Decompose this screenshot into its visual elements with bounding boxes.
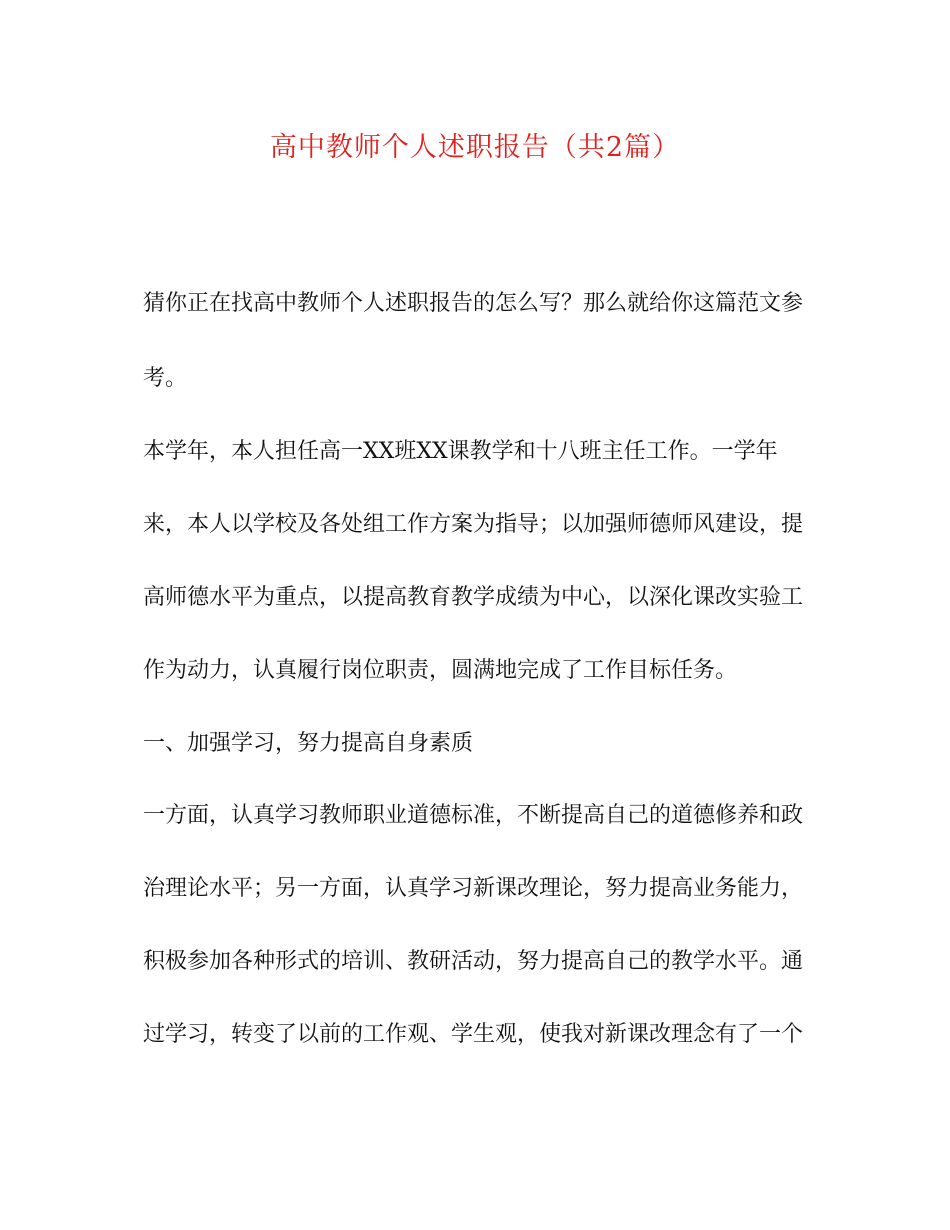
section-heading: 一、加强学习，努力提高自身素质: [143, 731, 474, 756]
body-line: 积极参加各种形式的培训、教研活动，努力提高自己的教学水平。通: [143, 949, 804, 974]
document-title: 高中教师个人述职报告（共2篇）: [269, 132, 681, 163]
body-line: 过学习，转变了以前的工作观、学生观，使我对新课改理念有了一个: [143, 1022, 804, 1047]
body-line: 治理论水平；另一方面，认真学习新课改理论，努力提高业务能力，: [143, 876, 804, 901]
body-line: 来，本人以学校及各处组工作方案为指导；以加强师德师风建设，提: [143, 512, 804, 537]
body-line: 高师德水平为重点，以提高教育教学成绩为中心，以深化课改实验工: [143, 585, 804, 610]
body-line: 本学年，本人担任高一XX班XX课教学和十八班主任工作。一学年: [143, 439, 778, 464]
body-line: 猜你正在找高中教师个人述职报告的怎么写？那么就给你这篇范文参: [143, 291, 804, 316]
body-line: 一方面，认真学习教师职业道德标准，不断提高自己的道德修养和政: [143, 803, 804, 828]
body-line: 作为动力，认真履行岗位职责，圆满地完成了工作目标任务。: [143, 658, 738, 683]
body-line: 考。: [143, 366, 188, 391]
